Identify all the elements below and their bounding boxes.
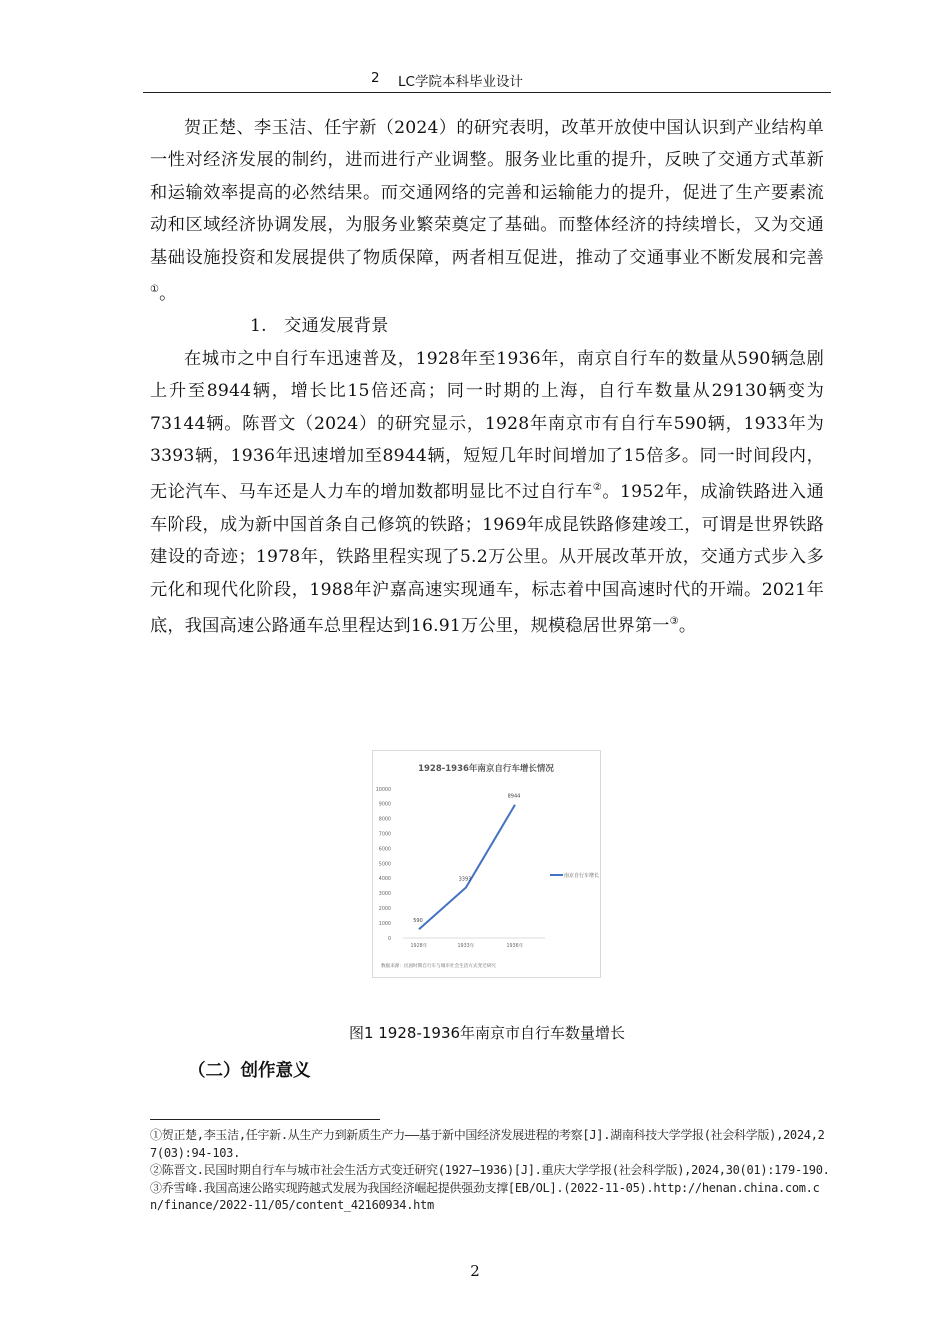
chart-figure bbox=[372, 750, 601, 978]
header-page-number: 2 bbox=[371, 70, 380, 86]
y-tick-label: 10000 bbox=[375, 787, 391, 793]
y-tick-label: 5000 bbox=[378, 862, 391, 868]
bicycle-growth-chart bbox=[373, 751, 600, 977]
footnote-ref-2[interactable]: ② bbox=[592, 482, 603, 494]
y-axis-ticks bbox=[376, 787, 391, 942]
series-line-nanjing bbox=[419, 805, 515, 929]
page-footer-number: 2 bbox=[470, 1262, 480, 1280]
data-label: 3393 bbox=[458, 876, 472, 883]
paragraph-1: 贺正楚、李玉洁、任宇新（2024）的研究表明，改革开放使中国认识到产业结构单一性对经济发展的制约，进而进行产业调整。服务业比重的提升，反映了交通方式革新和运输效率提高的必然结果。而交通网络的完善和运输能力的提升，促进了生产要素流动和区域经济协调发展，为服务业繁荣奠定了基础。而整体经济的持续增长，又为交通基础设施投资和发展提供了物质保障，两者相互促进，推动了交通事业不断发展和完善①。 bbox=[150, 118, 824, 305]
y-tick-label: 6000 bbox=[378, 847, 391, 853]
footnote-ref-3[interactable]: ③ bbox=[669, 616, 679, 628]
y-tick-label: 2000 bbox=[378, 907, 391, 912]
data-label: 8944 bbox=[507, 793, 521, 800]
footnote-3: ③乔雪峰.我国高速公路实现跨越式发展为我国经济崛起提供强劲支撑[EB/OL].(2022-11-05).http://henan.china.com.cn/finance/2022-11/05/content_42160934.htm bbox=[150, 1180, 820, 1213]
header-title: LC学院本科毕业设计 bbox=[398, 74, 523, 90]
subheading-traffic-background: 1. 交通发展背景 bbox=[250, 316, 389, 337]
y-tick-label: 8000 bbox=[378, 817, 391, 823]
page-header bbox=[143, 66, 831, 93]
y-tick-label: 3000 bbox=[378, 892, 391, 898]
y-tick-label: 4000 bbox=[378, 877, 391, 883]
footnote-ref-1[interactable]: ① bbox=[150, 284, 160, 296]
x-tick-label: 1936年 bbox=[506, 944, 524, 949]
footnote-1: ①贺正楚,李玉洁,任宇新.从生产力到新质生产力——基于新中国经济发展进程的考察[J].湖南科技大学学报(社会科学版),2024,27(03):94-103. bbox=[150, 1128, 825, 1160]
x-axis-ticks bbox=[410, 942, 523, 949]
body-text bbox=[150, 112, 824, 643]
y-tick-label: 0 bbox=[387, 936, 391, 942]
section-heading: （二）创作意义 bbox=[188, 1061, 311, 1081]
x-tick-label: 1928年 bbox=[410, 944, 428, 949]
data-label: 590 bbox=[413, 918, 423, 925]
figure-caption: 图1 1928-1936年南京市自行车数量增长 bbox=[348, 1024, 626, 1042]
footnotes bbox=[150, 1127, 830, 1215]
y-tick-label: 1000 bbox=[378, 921, 391, 927]
footnote-2: ②陈晋文.民国时期自行车与城市社会生活方式变迁研究(1927—1936)[J].重庆大学学报(社会科学版),2024,30(01):179-190. bbox=[150, 1163, 830, 1178]
x-tick-label: 1933年 bbox=[457, 944, 475, 949]
data-labels bbox=[413, 794, 520, 924]
y-tick-label: 9000 bbox=[378, 802, 391, 808]
chart-title: 1928-1936年南京自行车增长情况 bbox=[418, 764, 554, 774]
footnote-divider bbox=[150, 1119, 380, 1120]
chart-source-note: 数据来源：民国时期自行车与城市社会生活方式变迁研究 bbox=[381, 964, 496, 969]
y-tick-label: 7000 bbox=[378, 832, 391, 838]
paragraph-2: 在城市之中自行车迅速普及，1928年至1936年，南京自行车的数量从590辆急剧上升至8944辆，增长比15倍还高；同一时期的上海，自行车数量从29130辆变为73144辆。陈晋文（2024）的研究显示，1928年南京市有自行车590辆，1933年为3393辆，1936年迅速增加至8944辆，短短几年时间增加了15倍多。同一时间段内，无论汽车、马车还是人力车的增加数都明显比不过自行车②。1952年，成渝铁路进入通车阶段，成为新中国首条自己修筑的铁路；1969年成昆铁路修建竣工，可谓是世界铁路建设的奇迹；1978年，铁路里程实现了5.2万公里。从开展改革开放，交通方式步入多元化和现代化阶段，1988年沪嘉高速实现通车，标志着中国高速时代的开端。2021年底，我国高速公路通车总里程达到16.91万公里，规模稳居世界第一③。 bbox=[150, 348, 824, 637]
legend-label: 南京自行车增长 bbox=[564, 873, 600, 879]
